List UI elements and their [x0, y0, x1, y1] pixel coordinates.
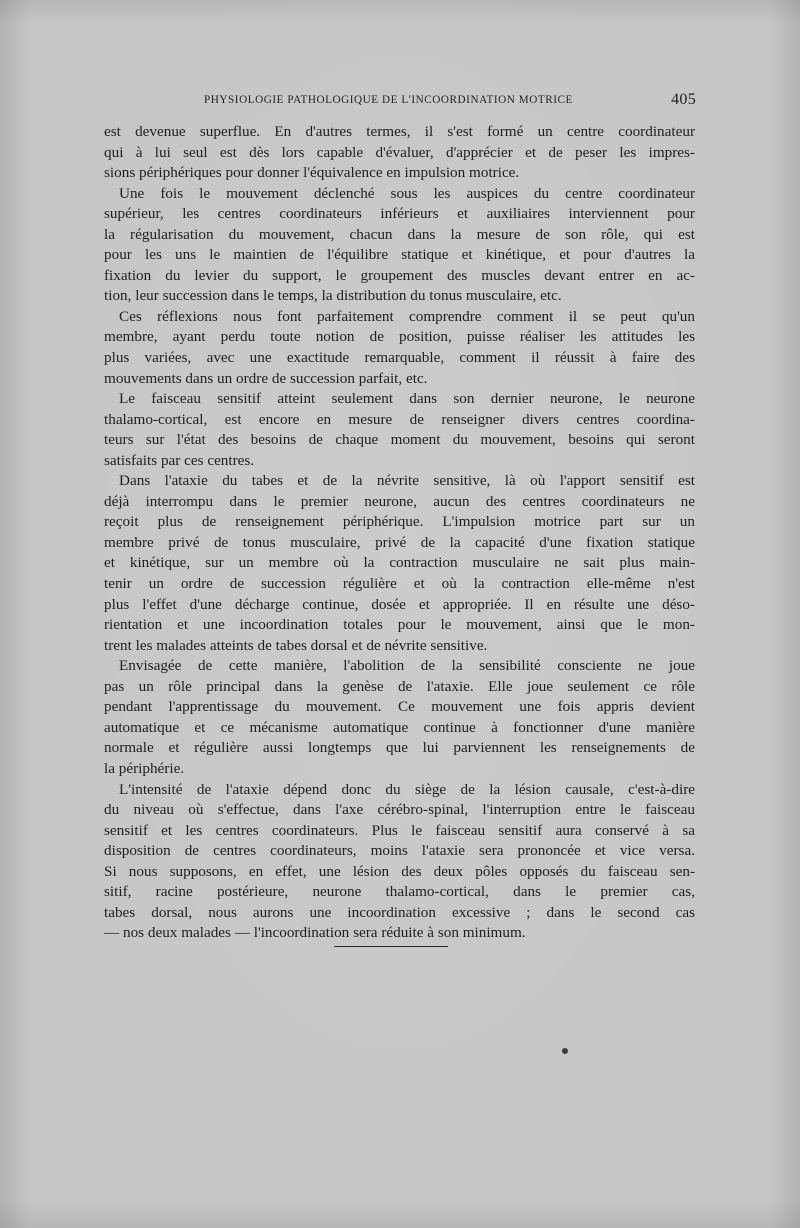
text-line: la régularisation du mouvement, chacun dans la mesure de son rôle, qui est: [104, 225, 695, 243]
text-line: Dans l'ataxie du tabes et de la névrite sensitive, là où l'apport sensitif est: [119, 472, 695, 490]
text-line: membre privé de tonus musculaire, privé de la capacité d'une fixation statique: [104, 533, 695, 551]
text-line: L'intensité de l'ataxie dépend donc du siège de la lésion causale, c'est-à-dire: [119, 780, 695, 798]
text-line: Si nous supposons, en effet, une lésion des deux pôles opposés du faisceau sen-: [104, 862, 695, 880]
text-line: et kinétique, sur un membre où la contraction musculaire ne sait plus main-: [104, 554, 695, 572]
text-line: Ces réflexions nous font parfaitement comprendre comment il se peut qu'un: [119, 307, 695, 325]
text-line: Envisagée de cette manière, l'abolition de la sensibilité consciente ne joue: [119, 657, 695, 675]
text-line: plus l'effet d'une décharge continue, dosée et appropriée. Il en résulte une déso-: [104, 595, 695, 613]
section-separator-rule: [334, 946, 448, 947]
text-line: qui à lui seul est dès lors capable d'évaluer, d'apprécier et de peser les impres-: [104, 143, 695, 161]
text-line: supérieur, les centres coordinateurs inférieurs et auxiliaires interviennent pour: [104, 205, 695, 223]
text-line: membre, ayant perdu toute notion de position, puisse réaliser les attitudes les: [104, 328, 695, 346]
page-number: 405: [671, 91, 696, 108]
text-line: normale et régulière aussi longtemps que lui parviennent les renseignements de: [104, 739, 695, 757]
text-line: est devenue superflue. En d'autres termes, il s'est formé un centre coordinateur: [104, 123, 695, 140]
text-line: fixation du levier du support, le groupement des muscles devant entrer en ac-: [104, 266, 695, 284]
text-line: pour les uns le maintien de l'équilibre statique et kinétique, et pour d'autres la: [104, 246, 695, 264]
text-line: tenir un ordre de succession régulière et où la contraction elle-même n'est: [104, 575, 695, 593]
running-header: [104, 91, 696, 113]
text-line: trent les malades atteints de tabes dorsal et de névrite sensitive.: [104, 636, 488, 654]
text-line: tion, leur succession dans le temps, la distribution du tonus musculaire, etc.: [104, 287, 562, 305]
text-line: sions périphériques pour donner l'équivalence en impulsion motrice.: [104, 164, 520, 182]
text-line: mouvements dans un ordre de succession parfait, etc.: [104, 369, 428, 387]
text-line: automatique et ce mécanisme automatique continue à fonctionner d'une manière: [104, 718, 695, 736]
text-line: rientation et une incoordination totales pour le mouvement, ainsi que le mon-: [104, 616, 695, 634]
text-line: déjà interrompu dans le premier neurone, aucun des centres coordinateurs ne: [104, 492, 695, 510]
text-line: tabes dorsal, nous aurons une incoordination excessive ; dans le second cas: [104, 903, 695, 921]
ink-speck: [562, 1048, 568, 1054]
text-line: Le faisceau sensitif atteint seulement dans son dernier neurone, le neurone: [119, 390, 695, 408]
text-line: plus variées, avec une exactitude remarquable, comment il réussit à faire des: [104, 349, 695, 367]
running-title: PHYSIOLOGIE PATHOLOGIQUE DE L'INCOORDINATION MOTRICE: [204, 94, 573, 106]
text-line: pendant l'apprentissage du mouvement. Ce mouvement une fois appris devient: [104, 698, 695, 716]
text-line: sitif, racine postérieure, neurone thalamo-cortical, dans le premier cas,: [104, 883, 695, 901]
text-line: teurs sur l'état des besoins de chaque moment du mouvement, besoins qui seront: [104, 431, 695, 449]
text-line: — nos deux malades — l'incoordination sera réduite à son minimum.: [104, 924, 526, 942]
text-line: pas un rôle principal dans la genèse de l'ataxie. Elle joue seulement ce rôle: [104, 677, 695, 695]
text-line: la périphérie.: [104, 759, 185, 777]
text-line: du niveau où s'effectue, dans l'axe cérébro-spinal, l'interruption entre le faisceau: [104, 801, 695, 819]
text-line: Une fois le mouvement déclenché sous les auspices du centre coordinateur: [119, 184, 695, 202]
text-line: sensitif et les centres coordinateurs. Plus le faisceau sensitif aura conservé à sa: [104, 821, 695, 839]
text-line: disposition de centres coordinateurs, moins l'ataxie sera prononcée et vice versa.: [104, 842, 695, 860]
text-line: satisfaits par ces centres.: [104, 451, 255, 469]
text-line: thalamo-cortical, est encore en mesure de renseigner divers centres coordina-: [104, 410, 695, 428]
body-text: [104, 122, 695, 944]
text-line: reçoit plus de renseignement périphérique. L'impulsion motrice part sur un: [104, 513, 695, 531]
